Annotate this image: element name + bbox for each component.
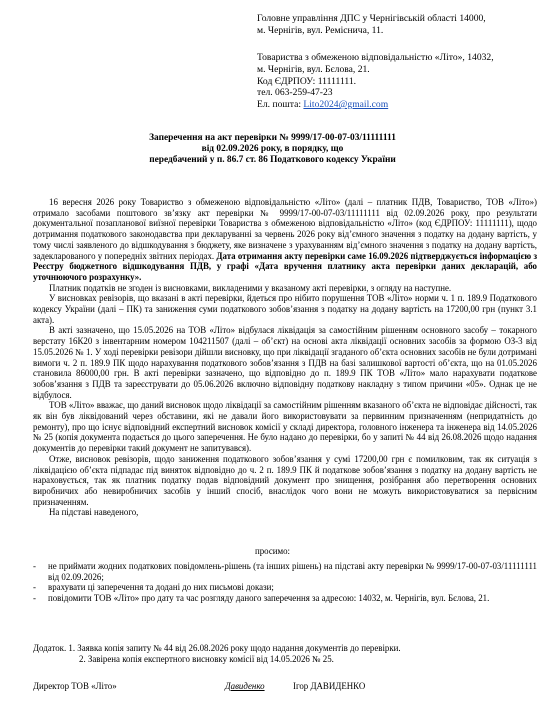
- recipient-block: [257, 13, 537, 37]
- title-line-2: від 02.09.2026 року, в порядку, що: [201, 144, 344, 154]
- sender-email-line: [257, 99, 537, 111]
- document-title: [0, 133, 545, 166]
- paragraph-4: В акті зазначено, що 15.05.2026 на ТОВ «Літо» відбулася ліквідація за самостійним рішенням основного засобу – токарного верстату 16К20 з інвентарним номером 104211507 (далі – об’єкт) на основі акта ліквідації основних засобів за формою ОЗ-3 від 15.05.2026 № 1. У ході перевірки ревізори дійшли висновку, що при ліквідації згаданого об’єкта основних засобів не були дотримані вимоги ч. 2 п. 189.9 ПК щодо нарахування податкового зобов’язання з ПДВ на базі залишкової вартості об’єкта, що на 01.05.2026 становила 86000,00 грн. В акті перевірки зазначено, що відповідно до п. 189.9 ПК ТОВ «Літо» мало нарахувати податкове зобов’язання з ПДВ та зареєструвати до 05.06.2026 включно відповідну податкову накладну з типом причини «05». Однак це не відбулося.: [33, 325, 537, 400]
- title-line-1: Заперечення на акт перевірки № 9999/17-00-07-03/11111111: [149, 133, 396, 143]
- attachment-1: 1. Заявка копія запиту № 44 від 26.08.2026 року щодо надання документів до перевірки.: [68, 643, 401, 653]
- sender-phone: тел. 063-259-47-23: [257, 87, 333, 99]
- handwritten-signature: Давиденко: [225, 681, 265, 691]
- request-item-2-text: врахувати ці заперечення та додані до них письмові докази;: [48, 582, 274, 593]
- attachment-2: 2. Завірена копія експертного висновку комісії від 14.05.2026 № 25.: [79, 653, 334, 664]
- request-item-3-text: повідомити ТОВ «Літо» про дату та час розгляду даного заперечення за адресою: 14032, м. Чернігів, вул. Бєлова, 21.: [48, 593, 490, 604]
- bullet-dash: -: [33, 561, 36, 571]
- request-item-3: [33, 593, 537, 604]
- paragraph-3: У висновках ревізорів, що вказані в акті перевірки, йдеться про нібито порушення ТОВ «Літо» норми ч. 1 п. 189.9 Податкового кодексу України (далі – ПК) та заниження суми податкового зобов’язання з податку на додану вартість на 17200,00 грн (пункт 3.1 акта).: [33, 293, 537, 325]
- attachments-label: Додаток.: [33, 643, 69, 653]
- attachment-line-1: [33, 643, 537, 654]
- paragraph-6: Отже, висновок ревізорів, щодо заниження податкового зобов’язання у сумі 17200,00 грн є помилковим, так як ситуація з ліквідацією об’єкта підпадає під виняток відповідно до ч. 2 п. 189.9 ПК й податкове зобов’язання з податку на додану вартість не нараховується, так як платник податку подав відповідний документ про знищення, розібрання або перетворення основних виробничих або невиробничих засобів у інший спосіб, внаслідок чого вони не можуть використовуватися за первісним призначенням.: [33, 453, 537, 507]
- paragraph-1-text: 16 вересня 2026 року Товариство з обмеженою відповідальністю «Літо» (далі – платник ПДВ, Товариство, ТОВ «Літо») отримало засобами поштового зв’язку акт перевірки № 9999/17-00-07-03/11111111 від 02.09.2026 року, про результати документальної позапланової виїзної перевірки Товариства з обмеженою відповідальністю «Літо» (код ЄДРПОУ: 11111111), щодо дотримання податкового законодавства при декларуванні за червень 2026 року від’ємного значення з податку на додану вартість, у тому числі заявленого до відшкодування з бюджету, яке визначене з урахуванням від’ємного значення з податку на додану вартість, задекларованого у попередніх звітних періодах.: [33, 197, 537, 261]
- request-heading: просимо:: [254, 546, 291, 556]
- sender-name-line-2: м. Чернігів, вул. Бєлова, 21.: [257, 63, 370, 75]
- request-item-2: [33, 582, 537, 593]
- signer-position: Директор ТОВ «Літо»: [33, 681, 117, 691]
- attachments: [33, 643, 537, 664]
- sender-name-line-1: Товариства з обмеженою відповідальністю «Літо», 14032,: [257, 52, 494, 63]
- paragraph-1: [33, 197, 537, 283]
- paragraph-7: На підставі наведеного,: [49, 507, 139, 518]
- bullet-dash: -: [33, 582, 36, 593]
- paragraph-5: ТОВ «Літо» вважає, що даний висновок щодо ліквідації за самостійним рішенням вказаного об’єкта не відповідає дійсності, так як він був ліквідований через обставини, які не давали його використовувати за первинним призначенням (непридатність до ремонту), про що існує відповідний експертний висновок комісії у складі директора, головного інженера та інженера від 14.05.2026 № 25 (копія документа подається до цього заперечення. Не було надано до перевірки, бо у запиті № 44 від 26.08.2026 щодо надання документів до перевірки такий документ не запитувався).: [33, 400, 537, 454]
- recipient-line-1: Головне управління ДПС у Чернігівській області 14000,: [257, 13, 486, 24]
- email-label: Ел. пошта:: [257, 99, 304, 111]
- request-item-1-text: не приймати жодних податкових повідомлень-рішень (та інших рішень) на підставі акту перевірки № 9999/17-00-07-03/11111111 від 02.09.2026;: [48, 561, 537, 582]
- recipient-line-2: м. Чернігів, вул. Реміснича, 11.: [257, 24, 384, 36]
- bullet-dash: -: [33, 593, 36, 604]
- sender-edrpou: Код ЄДРПОУ: 11111111.: [257, 75, 357, 87]
- request-item-1: [33, 561, 537, 582]
- paragraph-2: Платник податків не згоден із висновками, викладеними у вказаному акті перевірки, з огляду на наступне.: [49, 282, 452, 293]
- request-list: [33, 561, 537, 604]
- title-line-3: передбачений у п. 86.7 ст. 86 Податкового кодексу України: [149, 155, 396, 165]
- document-body: [33, 197, 537, 518]
- signer-name: Ігор ДАВИДЕНКО: [293, 681, 366, 691]
- paragraph-1-bold: Дата отримання акту перевірки саме 16.09.2026 підтверджується інформацією з Реєстру бюджетного відшкодування ПДВ, у графі «Дата вручення платнику акта перевірки даних декларацій, або уточнюючого розрахунку».: [33, 250, 538, 282]
- email-link[interactable]: Lito2024@gmail.com: [303, 99, 389, 111]
- sender-block: [257, 52, 537, 111]
